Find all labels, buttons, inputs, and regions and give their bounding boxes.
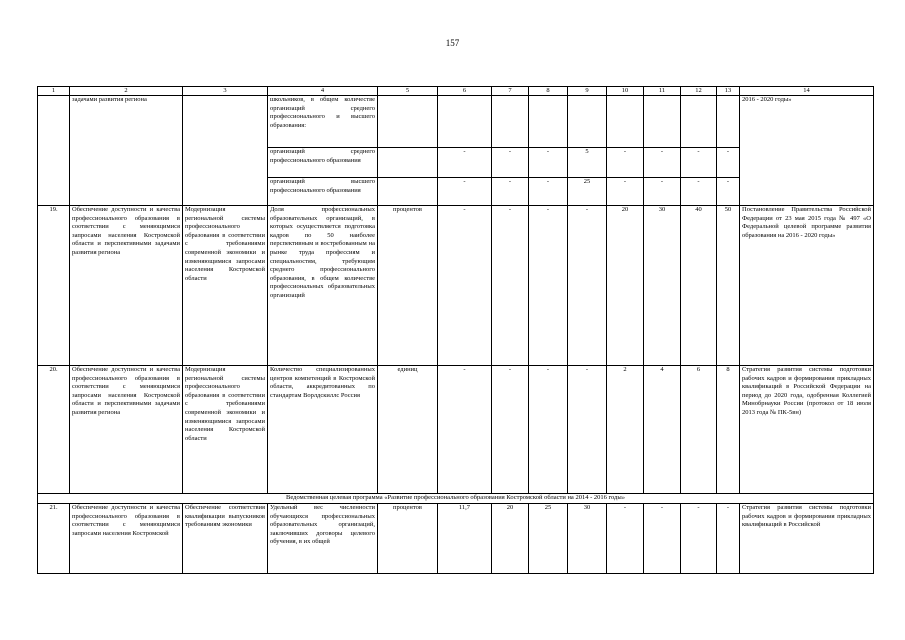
cell-value: - bbox=[529, 206, 568, 366]
cell-value: - bbox=[717, 504, 740, 574]
cell-value: 2 bbox=[607, 366, 644, 494]
cell-value bbox=[607, 96, 644, 148]
header-cell: 12 bbox=[681, 87, 717, 96]
indicators-table bbox=[37, 86, 874, 574]
cell-num: 20. bbox=[38, 366, 70, 494]
cell-value: 20 bbox=[492, 504, 529, 574]
cell-indicator: школьников, в общем количестве организаций среднего профессионального и высшего образования: bbox=[268, 96, 378, 148]
header-cell: 1 bbox=[38, 87, 70, 96]
cell-value: 25 bbox=[529, 504, 568, 574]
cell-value: - bbox=[717, 148, 740, 178]
cell-value: 6 bbox=[681, 366, 717, 494]
cell-value: - bbox=[607, 178, 644, 206]
cell-unit: процентов bbox=[378, 206, 438, 366]
cell-value bbox=[568, 96, 607, 148]
cell-value: - bbox=[644, 504, 681, 574]
cell-num: 21. bbox=[38, 504, 70, 574]
cell-goal: задачами развития региона bbox=[70, 96, 183, 206]
cell-value bbox=[529, 96, 568, 148]
cell-task: Модернизация региональной системы профессионального образования в соответствии с требованиями современной экономики и изменяющимися запросами населения Костромской области bbox=[183, 366, 268, 494]
cell-value: - bbox=[492, 178, 529, 206]
cell-value: - bbox=[529, 148, 568, 178]
cell-goal: Обеспечение доступности и качества профессионального образования в соответствии с меняющимися запросами населения Костромской области и перспективными задачами развития региона bbox=[70, 366, 183, 494]
table-row bbox=[38, 206, 874, 366]
cell-value: - bbox=[607, 148, 644, 178]
cell-value: 20 bbox=[607, 206, 644, 366]
cell-indicator: Доля профессиональных образовательных организаций, в которых осуществляется подготовка кадров по 50 наиболее перспективным и востребованным на рынке труда профессиям и специальностям, требующим среднего профессионального образования, в общем количестве профессиональных образовательных организаций bbox=[268, 206, 378, 366]
cell-value: - bbox=[607, 504, 644, 574]
header-cell: 7 bbox=[492, 87, 529, 96]
cell-value: - bbox=[568, 206, 607, 366]
cell-indicator: Количество специализированных центров компетенций в Костромской области, аккредитованных по стандартам Ворлдскиллс Россия bbox=[268, 366, 378, 494]
cell-value: - bbox=[438, 366, 492, 494]
cell-value: - bbox=[438, 206, 492, 366]
section-title: Ведомственная целевая программа «Развитие профессионального образования Костромской области на 2014 - 2016 годы» bbox=[38, 494, 874, 504]
cell-value: 4 bbox=[644, 366, 681, 494]
cell-unit bbox=[378, 178, 438, 206]
cell-value: - bbox=[644, 178, 681, 206]
table-row-continuation bbox=[38, 96, 874, 148]
cell-indicator: организаций среднего профессионального образования bbox=[268, 148, 378, 178]
header-cell: 5 bbox=[378, 87, 438, 96]
cell-value: - bbox=[438, 178, 492, 206]
page-number: 157 bbox=[445, 38, 460, 48]
cell-value bbox=[492, 96, 529, 148]
header-cell: 10 bbox=[607, 87, 644, 96]
cell-basis: Стратегия развития системы подготовки рабочих кадров и формирования прикладных квалификаций в Российской Федерации на период до 2020 года, одобренная Коллегией Минобрнауки России (протокол от 18 июля 2013 года № ПК-5вн) bbox=[740, 366, 874, 494]
cell-value bbox=[644, 96, 681, 148]
cell-unit bbox=[378, 96, 438, 148]
header-cell: 9 bbox=[568, 87, 607, 96]
header-cell: 13 bbox=[717, 87, 740, 96]
cell-value bbox=[717, 96, 740, 148]
header-cell: 14 bbox=[740, 87, 874, 96]
header-cell: 3 bbox=[183, 87, 268, 96]
cell-goal: Обеспечение доступности и качества профессионального образования в соответствии с меняющимися запросами населения Костромской области и перспективными задачами развития региона bbox=[70, 206, 183, 366]
cell-value: - bbox=[568, 366, 607, 494]
header-cell: 6 bbox=[438, 87, 492, 96]
cell-task bbox=[183, 96, 268, 206]
cell-value: - bbox=[681, 504, 717, 574]
cell-value: 50 bbox=[717, 206, 740, 366]
header-cell: 4 bbox=[268, 87, 378, 96]
cell-task: Модернизация региональной системы профессионального образования в соответствии с требованиями современной экономики и изменяющимися запросами населения Костромской области bbox=[183, 206, 268, 366]
header-cell: 8 bbox=[529, 87, 568, 96]
table-row bbox=[38, 504, 874, 574]
cell-value: 30 bbox=[568, 504, 607, 574]
cell-value: - bbox=[492, 206, 529, 366]
cell-value: - bbox=[681, 178, 717, 206]
cell-value: - bbox=[644, 148, 681, 178]
cell-basis: Постановление Правительства Российской Федерации от 23 мая 2015 года № 497 «О Федеральной целевой программе развития образования на 2016 - 2020 годы» bbox=[740, 206, 874, 366]
cell-value: - bbox=[681, 148, 717, 178]
cell-unit: процентов bbox=[378, 504, 438, 574]
cell-value: - bbox=[529, 366, 568, 494]
cell-value: - bbox=[438, 148, 492, 178]
cell-indicator: Удельный вес численности обучающихся профессиональных образовательных организаций, заключивших договоры целевого обучения, в их общей bbox=[268, 504, 378, 574]
cell-value: 30 bbox=[644, 206, 681, 366]
cell-unit: единиц bbox=[378, 366, 438, 494]
cell-value: - bbox=[492, 366, 529, 494]
header-cell: 2 bbox=[70, 87, 183, 96]
header-row bbox=[38, 87, 874, 96]
cell-unit bbox=[378, 148, 438, 178]
cell-value bbox=[438, 96, 492, 148]
cell-task: Обеспечение соответствия квалификации выпускников требованиям экономики bbox=[183, 504, 268, 574]
cell-value: - bbox=[492, 148, 529, 178]
cell-num: 19. bbox=[38, 206, 70, 366]
section-row bbox=[38, 494, 874, 504]
cell-value: - bbox=[529, 178, 568, 206]
cell-num bbox=[38, 96, 70, 206]
header-cell: 11 bbox=[644, 87, 681, 96]
cell-basis: Стратегия развития системы подготовки рабочих кадров и формирования прикладных квалификаций в Российской bbox=[740, 504, 874, 574]
cell-value: 8 bbox=[717, 366, 740, 494]
cell-value: 25 bbox=[568, 178, 607, 206]
cell-value: 5 bbox=[568, 148, 607, 178]
cell-goal: Обеспечение доступности и качества профессионального образования в соответствии с меняющимися запросами населения Костромской bbox=[70, 504, 183, 574]
cell-value bbox=[681, 96, 717, 148]
cell-basis: 2016 - 2020 годы» bbox=[740, 96, 874, 206]
cell-value: 11,7 bbox=[438, 504, 492, 574]
cell-indicator: организаций высшего профессионального образования bbox=[268, 178, 378, 206]
cell-value: 40 bbox=[681, 206, 717, 366]
table-row bbox=[38, 366, 874, 494]
cell-value: - bbox=[717, 178, 740, 206]
